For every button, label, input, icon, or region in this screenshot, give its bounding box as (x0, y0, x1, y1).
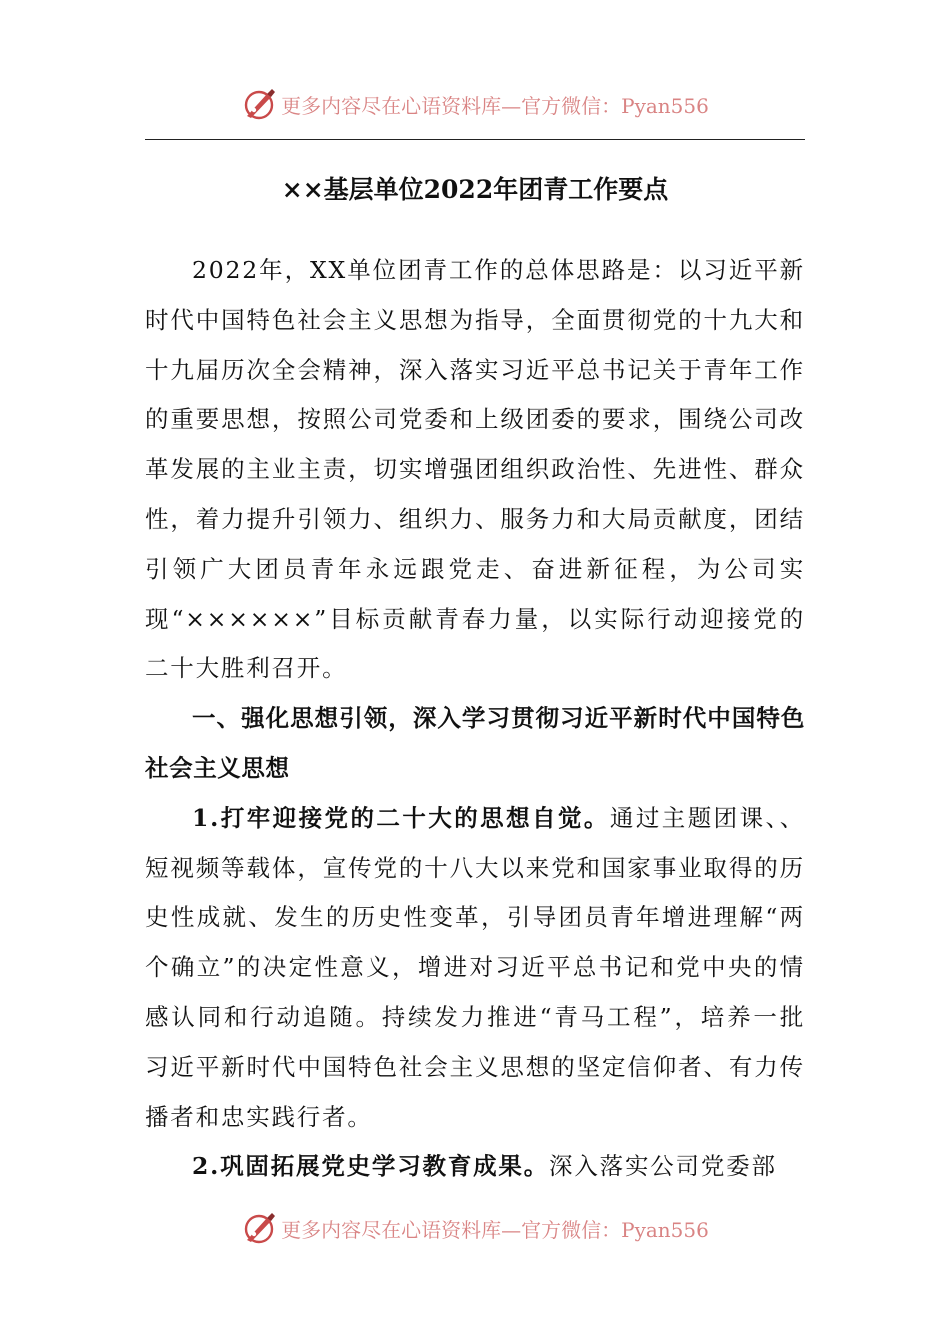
footer-banner (0, 1208, 950, 1248)
header-banner (0, 84, 950, 124)
item-lead: 2.巩固拓展党史学习教育成果。 (192, 1152, 550, 1181)
item-text: 深入落实公司党委部 (549, 1152, 777, 1181)
banner-text: 更多内容尽在心语资料库—官方微信：Pyan556 (281, 1217, 709, 1242)
document-title: ××基层单位2022年团青工作要点 (281, 175, 669, 204)
header-divider (145, 139, 805, 140)
item-paragraph (145, 1142, 805, 1192)
section-heading: 一、强化思想引领，深入学习贯彻习近平新时代中国特色社会主义思想 (145, 704, 805, 782)
document-body (145, 246, 805, 1192)
item-text: 通过主题团课、、短视频等载体，宣传党的十八大以来党和国家事业取得的历史性成就、发生的历史性变革，引导团员青年增进理解“两个确立”的决定性意义，增进对习近平总书记和党中央的情感认同和行动追随。持续发力推进“青马工程”，培养一批习近平新时代中国特色社会主义思想的坚定信仰者、有力传播者和忠实践行者。 (145, 803, 805, 1131)
item-paragraph (145, 794, 805, 1143)
pen-circle-logo-icon (241, 1210, 277, 1246)
pen-circle-logo-icon (241, 86, 277, 122)
intro-paragraph: 2022年，XX单位团青工作的总体思路是：以习近平新时代中国特色社会主义思想为指导，全面贯彻党的十九大和十九届历次全会精神，深入落实习近平总书记关于青年工作的重要思想，按照公司党委和上级团委的要求，围绕公司改革发展的主业主责，切实增强团组织政治性、先进性、群众性，着力提升引领力、组织力、服务力和大局贡献度，团结引领广大团员青年永远跟党走、奋进新征程，为公司实现“××××××”目标贡献青春力量，以实际行动迎接党的二十大胜利召开。 (145, 256, 805, 683)
item-lead: 1.打牢迎接党的二十大的思想自觉。 (192, 803, 610, 832)
banner-text: 更多内容尽在心语资料库—官方微信：Pyan556 (281, 93, 709, 118)
